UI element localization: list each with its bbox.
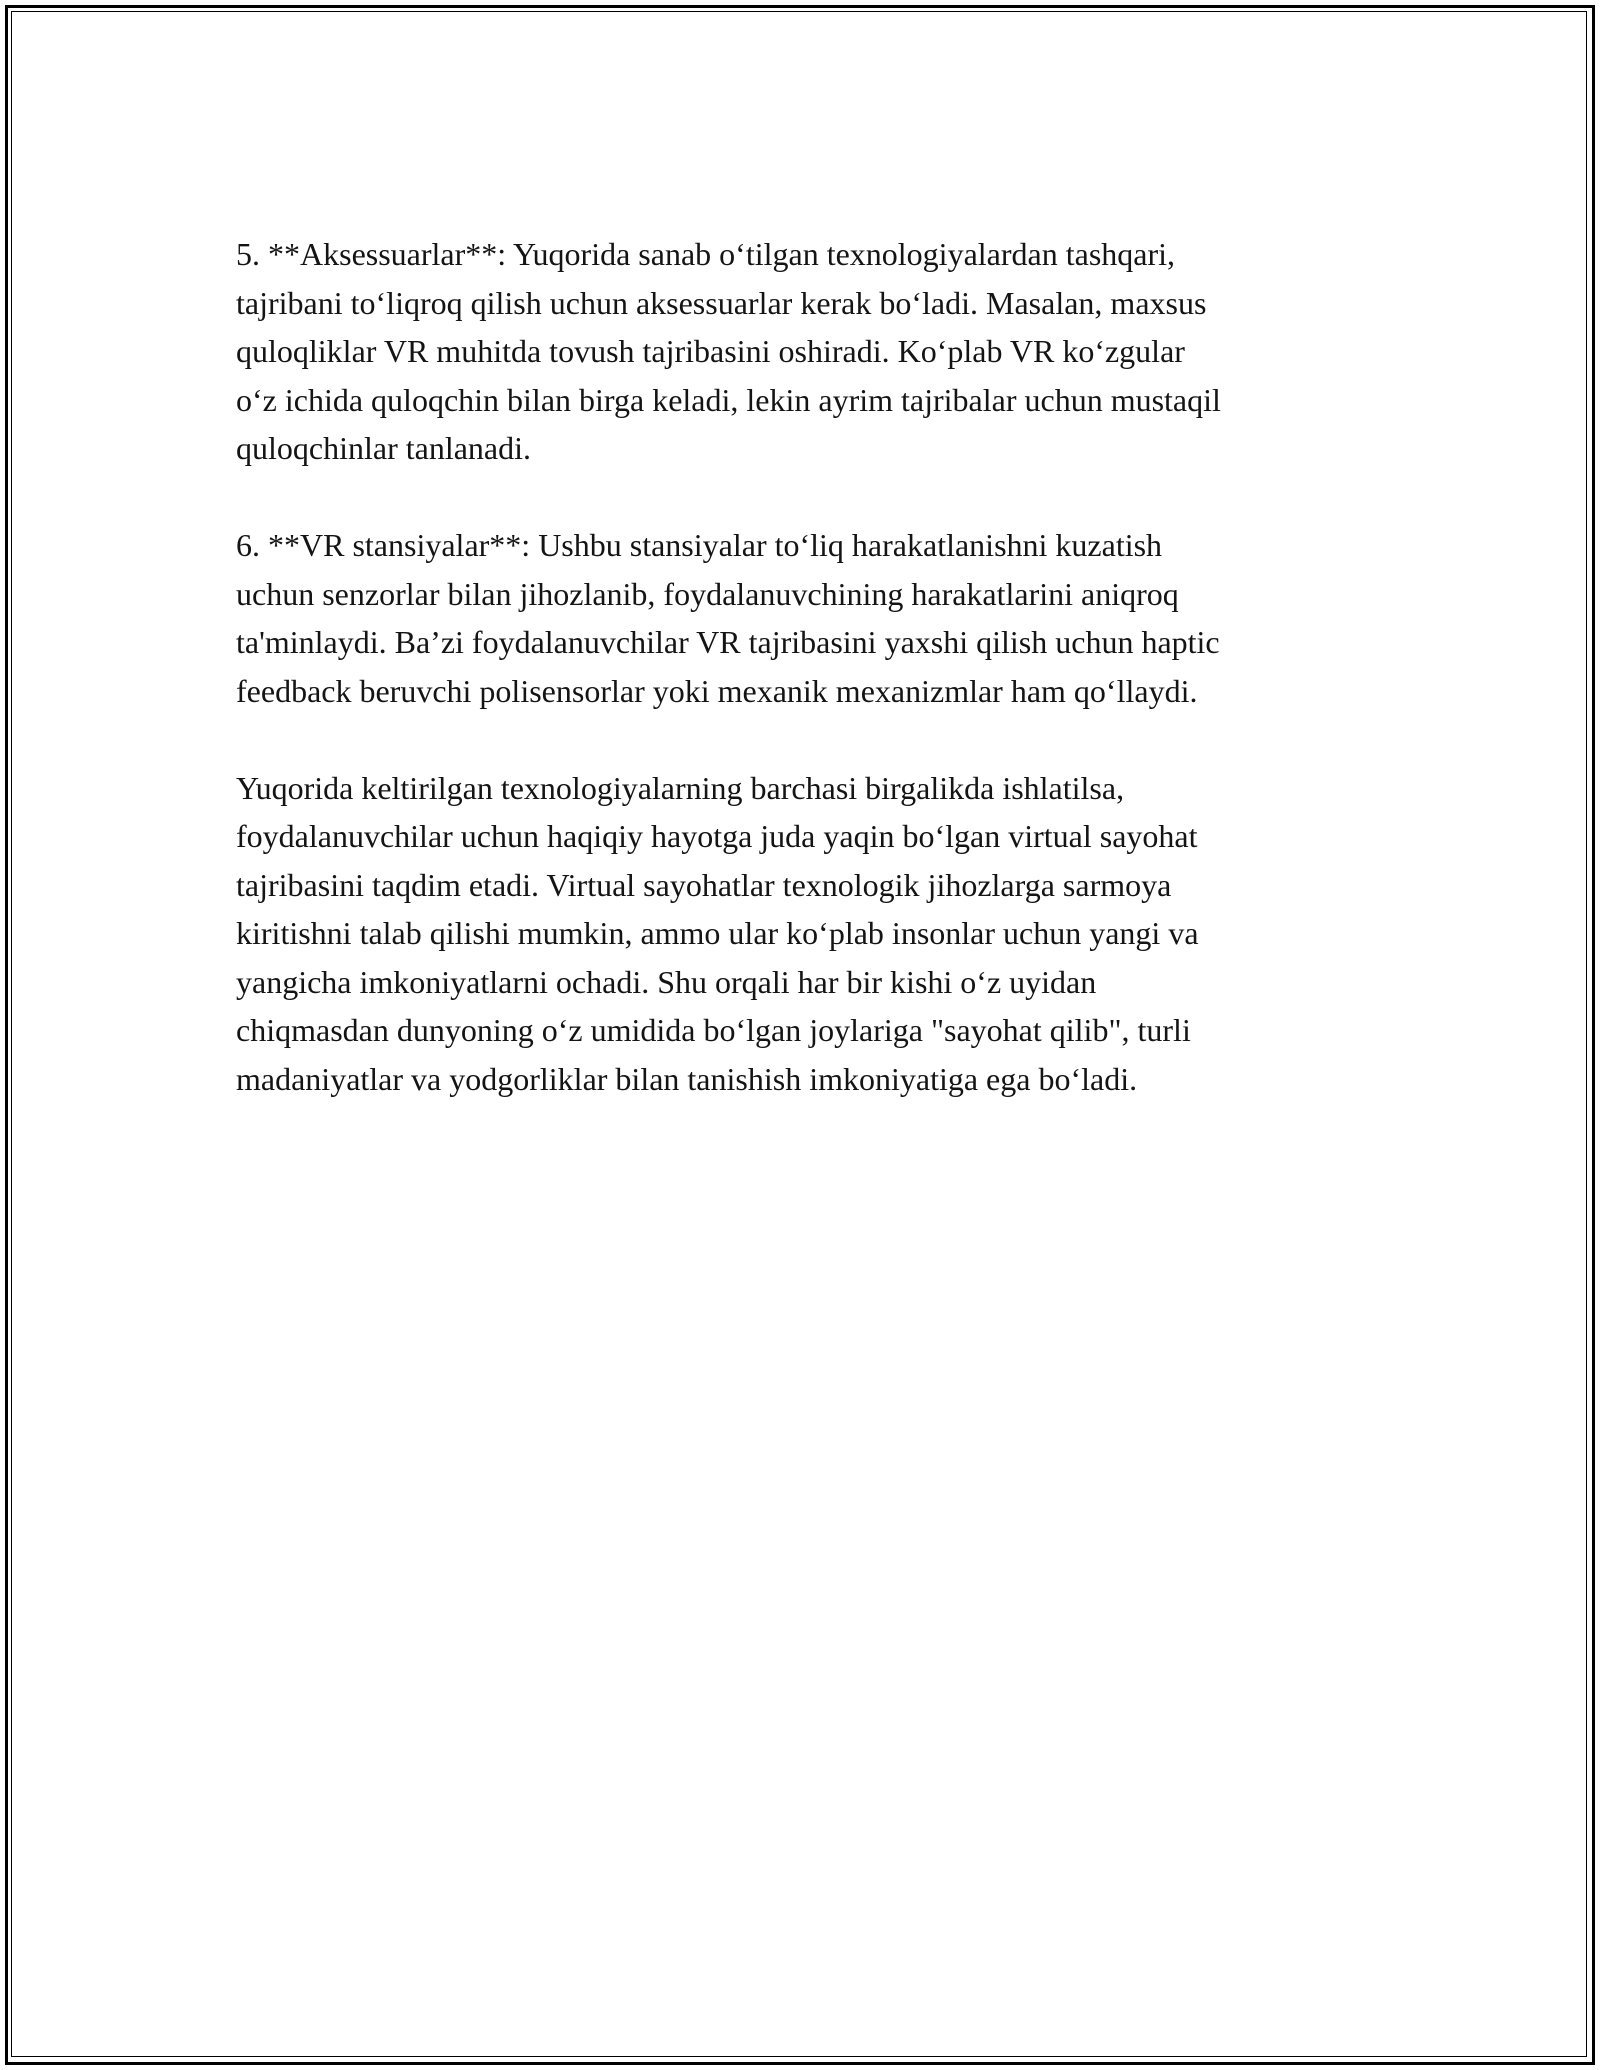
paragraph-conclusion: Yuqorida keltirilgan texnologiyalarning barchasi birgalikda ishlatilsa, foydalanuvchilar uchun haqiqiy hayotga juda yaqin bo‘lgan virtual sayohat tajribasini taqdim etadi. Virtual sayohatlar texnologik jihozlarga sarmoya kiritishni talab qilishi mumkin, ammo ular ko‘plab insonlar uchun yangi va yangicha imkoniyatlarni ochadi. Shu orqali har bir kishi o‘z uyidan chiqmasdan dunyoning o‘z umidida bo‘lgan joylariga "sayohat qilib", turli madaniyatlar va yodgorliklar bilan tanishish imkoniyatiga ega bo‘ladi.: [236, 769, 1199, 1097]
paragraph-accessories: 5. **Aksessuarlar**: Yuqorida sanab o‘tilgan texnologiyalardan tashqari, tajribani to‘liqroq qilish uchun aksessuarlar kerak bo‘ladi. Masalan, maxsus quloqliklar VR muhitda tovush tajribasini oshiradi. Ko‘plab VR ko‘zgular o‘z ichida quloqchin bilan birga keladi, lekin ayrim tajribalar uchun mustaqil quloqchinlar tanlanadi.: [236, 236, 1221, 466]
document-body: [236, 230, 1376, 1103]
paragraph-vr-stations: 6. **VR stansiyalar**: Ushbu stansiyalar to‘liq harakatlanishni kuzatish uchun senzorlar bilan jihozlanib, foydalanuvchining harakatlarini aniqroq ta'minlaydi. Ba’zi foydalanuvchilar VR tajribasini yaxshi qilish uchun haptic feedback beruvchi polisensorlar yoki mexanik mexanizmlar ham qo‘llaydi.: [236, 527, 1220, 709]
